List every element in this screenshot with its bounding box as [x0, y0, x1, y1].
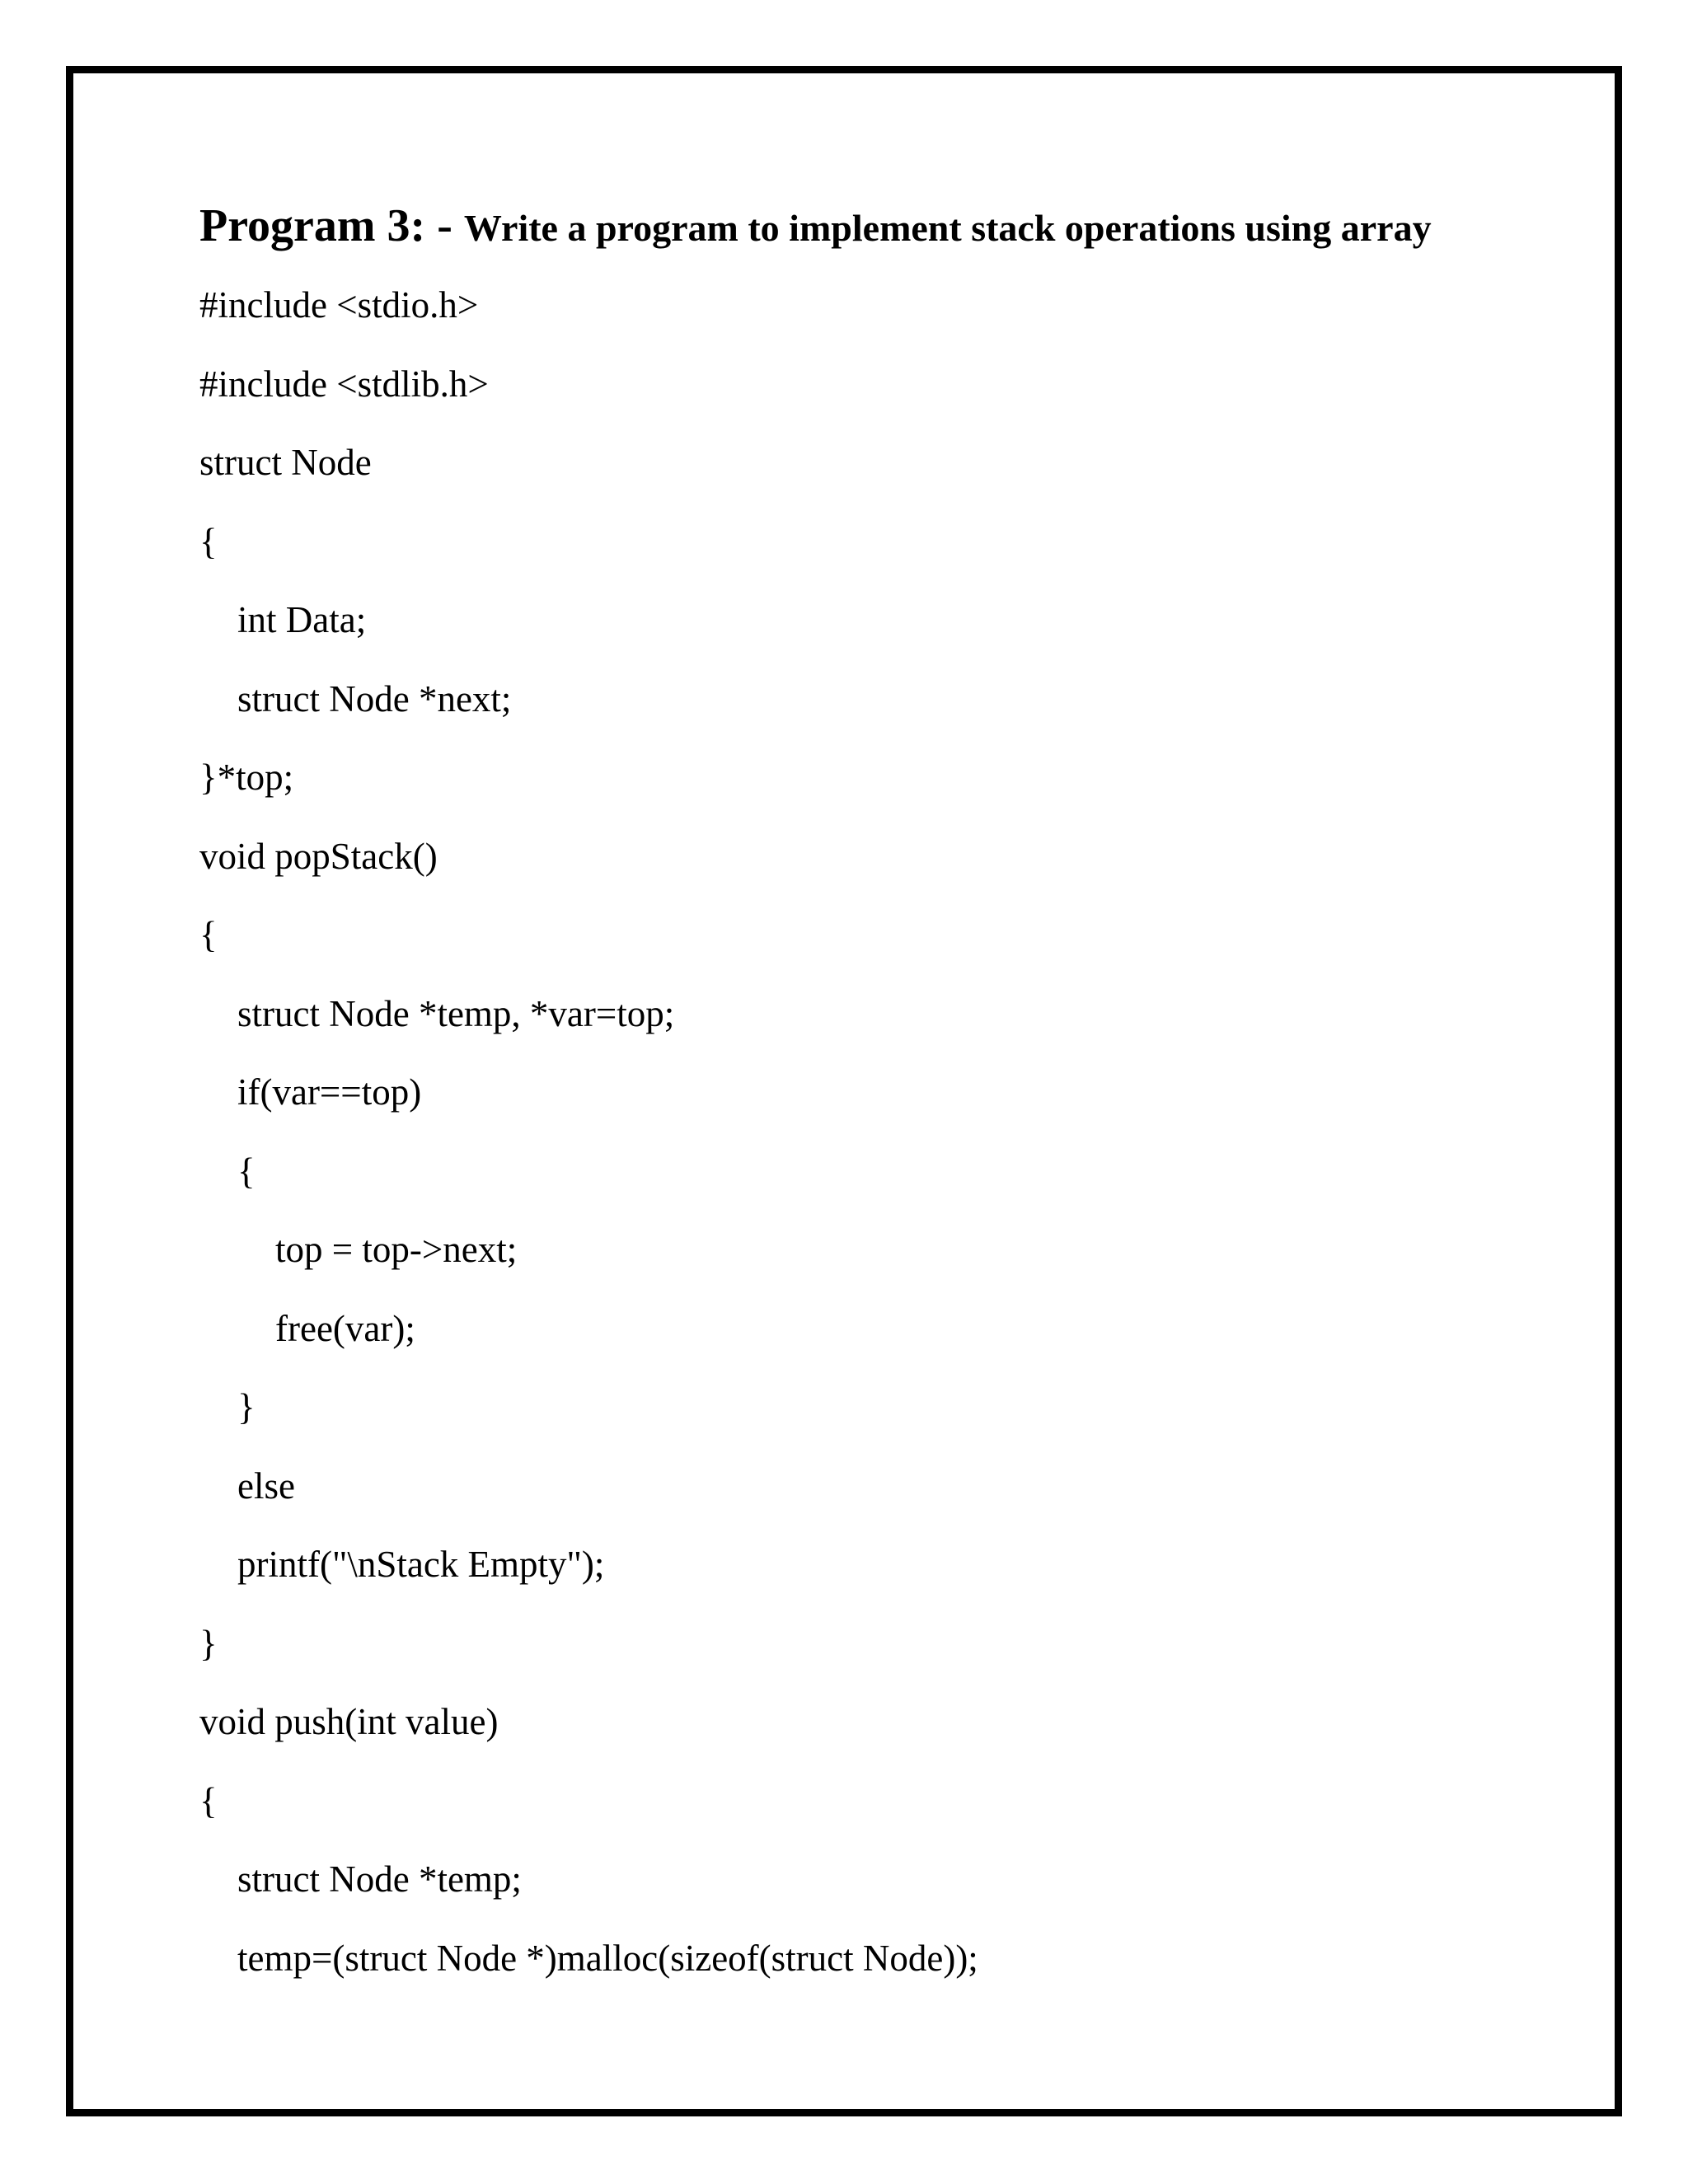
code-line: printf("\nStack Empty");	[237, 1544, 605, 1585]
code-line: struct Node *temp, *var=top;	[237, 992, 675, 1034]
code-line: if(var==top)	[237, 1071, 422, 1113]
code-line: struct Node *next;	[237, 677, 512, 719]
code-line: void push(int value)	[199, 1701, 499, 1742]
code-line: else	[237, 1465, 295, 1507]
code-line: #include <stdlib.h>	[199, 363, 489, 405]
code-line: struct Node	[199, 442, 372, 483]
code-line: {	[199, 1779, 218, 1821]
code-line: {	[199, 914, 218, 955]
code-line: #include <stdio.h>	[199, 284, 479, 326]
program-title: Write a program to implement stack operations using array	[463, 207, 1432, 249]
code-line: }	[237, 1386, 256, 1427]
code-line: temp=(struct Node *)malloc(sizeof(struct Node));	[237, 1937, 978, 1979]
code-line: void popStack()	[199, 835, 438, 877]
code-line: top = top->next;	[275, 1229, 518, 1270]
program-heading	[199, 196, 1432, 267]
code-line: }	[199, 1622, 218, 1664]
code-line: struct Node *temp;	[237, 1858, 522, 1900]
code-line: {	[237, 1150, 256, 1192]
program-number: Program 3: -	[199, 200, 464, 251]
code-line: }*top;	[199, 757, 294, 798]
code-listing	[199, 275, 978, 2007]
code-line: free(var);	[275, 1307, 415, 1349]
code-line: {	[199, 520, 218, 562]
code-line: int Data;	[237, 599, 367, 640]
